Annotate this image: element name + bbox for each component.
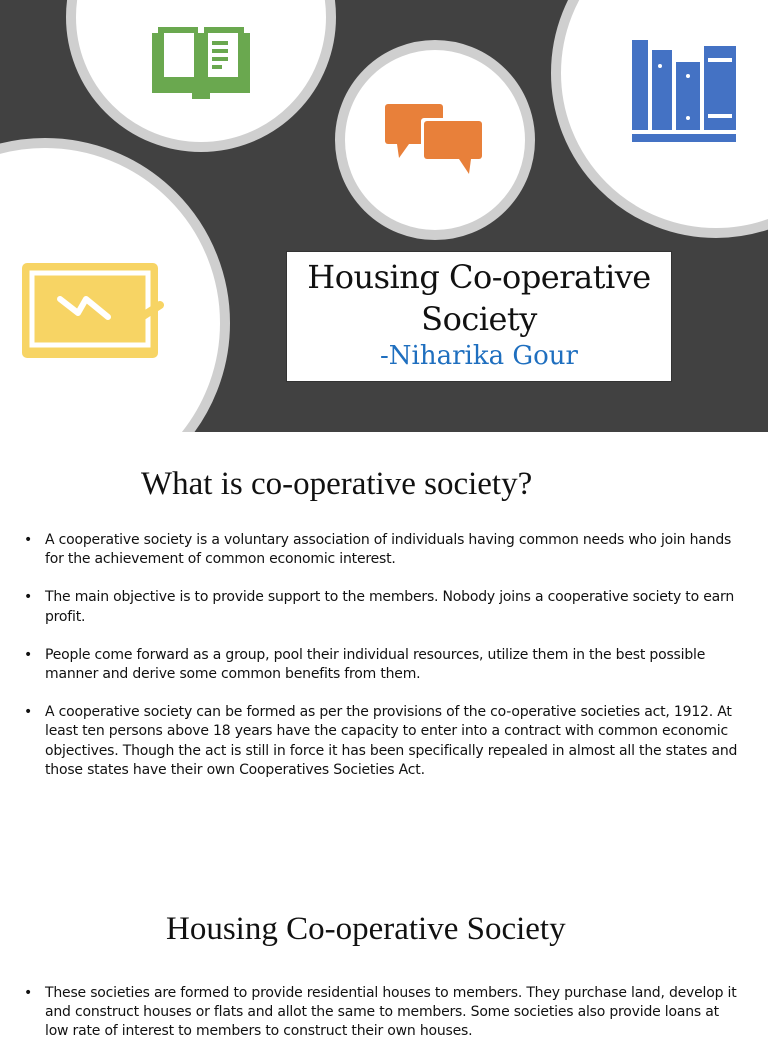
open-book-icon <box>152 27 250 99</box>
title-line-1: Housing Co-operative <box>307 258 651 296</box>
bookshelf-icon <box>632 40 738 144</box>
content-slide <box>0 432 768 1040</box>
list-item: • A cooperative society is a voluntary association of individuals having common needs who join hands for the achievement of common economic interest. <box>24 531 744 569</box>
title-box <box>286 251 672 382</box>
whiteboard-icon <box>20 261 164 361</box>
title-line-2: Society <box>421 300 537 338</box>
section-heading-what-is: What is co-operative society? <box>141 466 533 502</box>
list-item: • People come forward as a group, pool their individual resources, utilize them in the best possible manner and derive some common benefits from them. <box>24 646 744 684</box>
what-is-bullet-list <box>24 531 744 799</box>
list-item: • These societies are formed to provide residential houses to members. They purchase land, develop it and construct houses or flats and allot the same to members. Some societies also provide loans at low rate of interest to members to construct their own houses. <box>24 984 744 1042</box>
list-item: • A cooperative society can be formed as per the provisions of the co-operative societies act, 1912. At least ten persons above 18 years have the capacity to enter into a contract with common economic objectives. Though the act is still in force it has been specifically repealed in almost all the states and those states have their own Cooperatives Societies Act. <box>24 703 744 780</box>
presentation-title <box>287 256 671 340</box>
section-heading-housing: Housing Co-operative Society <box>166 911 566 947</box>
author-name: -Niharika Gour <box>380 341 578 371</box>
title-slide <box>0 0 768 432</box>
list-item: • The main objective is to provide support to the members. Nobody joins a cooperative society to earn profit. <box>24 588 744 626</box>
chat-bubbles-icon <box>385 104 485 176</box>
housing-bullet-list <box>24 984 744 1061</box>
